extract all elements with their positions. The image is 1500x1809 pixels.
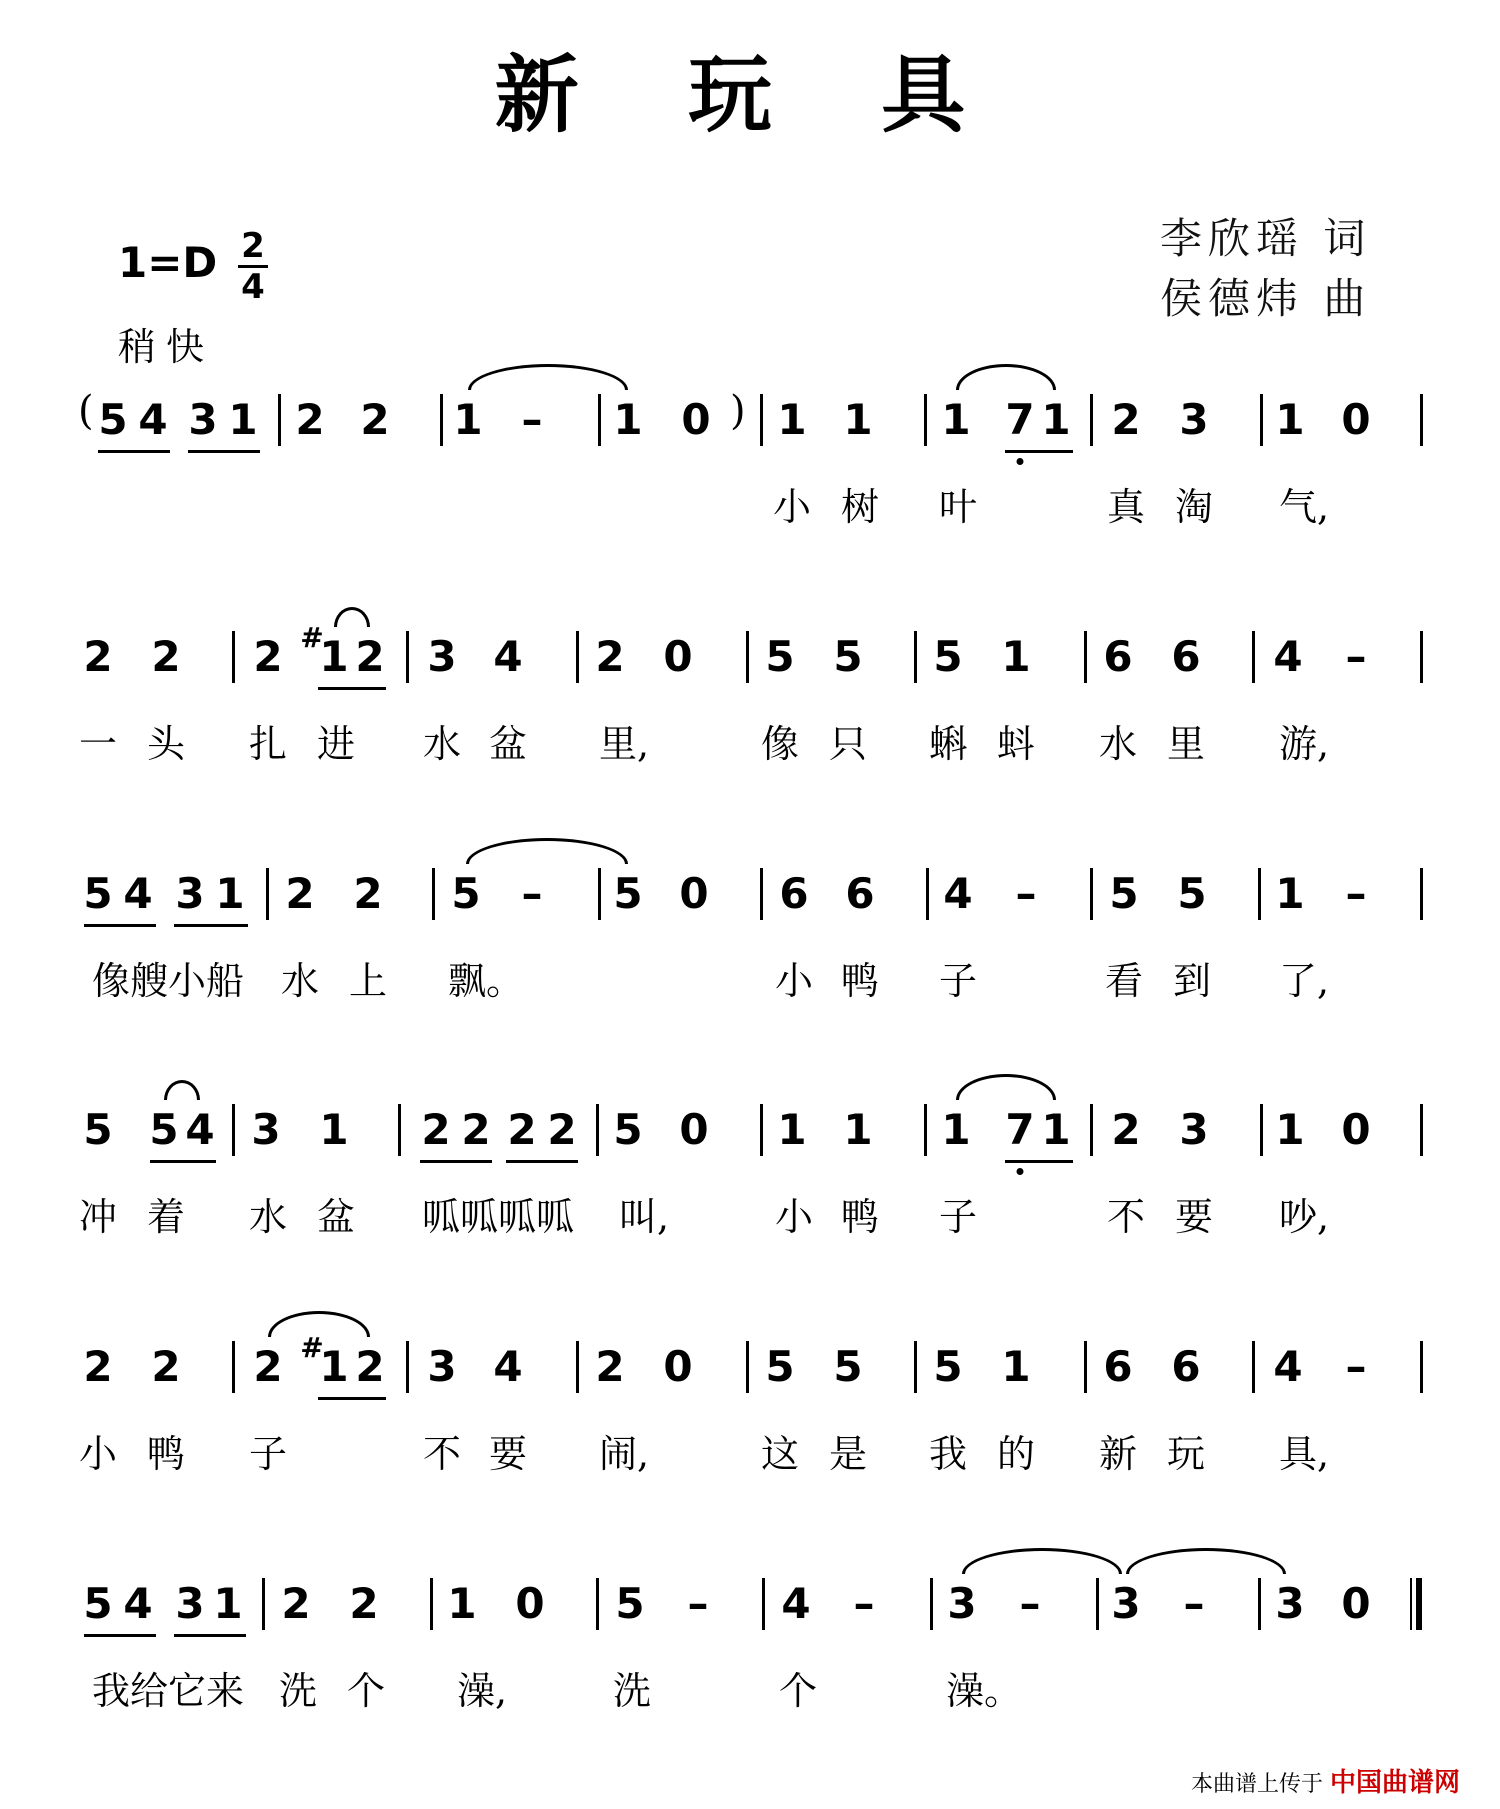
note: 4	[943, 869, 973, 918]
note: –	[1015, 869, 1037, 918]
close-paren: )	[730, 388, 746, 434]
lower-octave-dot	[1017, 458, 1024, 465]
note: 5	[833, 632, 863, 681]
note: 5	[83, 869, 113, 918]
barline	[1252, 631, 1255, 683]
note: 0	[679, 869, 709, 918]
note: 4	[1273, 632, 1303, 681]
note: 2	[507, 1105, 537, 1154]
underline	[318, 687, 386, 690]
lyric: 叫,	[618, 1195, 670, 1239]
note: 4	[1273, 1342, 1303, 1391]
note: 7	[1005, 395, 1035, 444]
lyric: 要	[488, 1432, 528, 1476]
barline	[1258, 868, 1261, 920]
barline	[926, 868, 929, 920]
lyric: 澡,	[456, 1669, 508, 1713]
note: 1	[777, 1105, 807, 1154]
barline	[760, 394, 763, 446]
underline	[98, 450, 170, 453]
lyric: 要	[1174, 1195, 1214, 1239]
barline	[1420, 394, 1423, 446]
note: 2	[151, 1342, 181, 1391]
note: 2	[547, 1105, 577, 1154]
note: 2	[83, 1342, 113, 1391]
lyric: 闹,	[598, 1432, 650, 1476]
note: 2	[285, 869, 315, 918]
note: 5	[615, 1579, 645, 1628]
lyric: 上	[348, 959, 388, 1003]
note: –	[1019, 1579, 1041, 1628]
barline	[1420, 1341, 1423, 1393]
lyric: 洗	[612, 1669, 652, 1713]
note: 5	[765, 632, 795, 681]
barline	[924, 394, 927, 446]
note: 1	[777, 395, 807, 444]
lyric: 只	[828, 722, 868, 766]
underline	[1005, 1160, 1073, 1163]
note: 4	[123, 1579, 153, 1628]
barline	[406, 1341, 409, 1393]
note: 5	[149, 1105, 179, 1154]
note: 3	[427, 1342, 457, 1391]
note: 6	[845, 869, 875, 918]
note: 1	[1275, 395, 1305, 444]
note: 1	[1001, 1342, 1031, 1391]
note: 5	[765, 1342, 795, 1391]
lyric: 个	[346, 1669, 386, 1713]
lyric: 气,	[1278, 485, 1330, 529]
note: 0	[1341, 1105, 1371, 1154]
tie	[956, 1074, 1056, 1100]
note: 2	[355, 1342, 385, 1391]
note: 6	[1103, 1342, 1133, 1391]
slur	[334, 607, 370, 627]
note: 5	[1109, 869, 1139, 918]
lyric: 子	[938, 959, 978, 1003]
note: 0	[663, 632, 693, 681]
lyric: 树	[840, 485, 880, 529]
sharp-accidental: #	[300, 621, 324, 654]
note: 1	[228, 395, 258, 444]
note: 2	[355, 632, 385, 681]
underline	[84, 1634, 156, 1637]
lyric: 叶	[938, 485, 978, 529]
barline	[924, 1104, 927, 1156]
lyric: 新	[1098, 1432, 1138, 1476]
note: 3	[188, 395, 218, 444]
score-system-4	[0, 1100, 1500, 1260]
underline	[84, 924, 156, 927]
barline	[576, 631, 579, 683]
note: 3	[175, 1579, 205, 1628]
barline	[598, 868, 601, 920]
lyric: 里	[1166, 722, 1206, 766]
lyric: 飘。	[447, 959, 525, 1003]
note: 3	[1179, 1105, 1209, 1154]
lyric: 水	[422, 722, 462, 766]
lyric: 呱呱呱呱	[421, 1195, 575, 1239]
barline	[398, 1104, 401, 1156]
barline	[1420, 631, 1423, 683]
underline	[174, 924, 248, 927]
lyric: 玩	[1166, 1432, 1206, 1476]
lower-octave-dot	[1017, 1168, 1024, 1175]
note: 6	[779, 869, 809, 918]
score-system-6	[0, 1574, 1500, 1734]
lyric: 盆	[488, 722, 528, 766]
barline	[596, 1578, 599, 1630]
note: 0	[663, 1342, 693, 1391]
lyric: 看	[1104, 959, 1144, 1003]
time-signature-bottom: 4	[241, 267, 265, 307]
tie	[956, 364, 1056, 390]
lyric: 进	[316, 722, 356, 766]
barline	[266, 868, 269, 920]
lyric: 真	[1106, 485, 1146, 529]
note: 5	[613, 1105, 643, 1154]
barline	[760, 868, 763, 920]
note: 2	[151, 632, 181, 681]
sharp-accidental: #	[300, 1331, 324, 1364]
lyric: 小	[772, 485, 812, 529]
lyric: 头	[146, 722, 186, 766]
lyric: 我给它来	[91, 1669, 245, 1713]
tie	[962, 1548, 1122, 1574]
lyric: 鸭	[146, 1432, 186, 1476]
note: –	[1183, 1579, 1205, 1628]
note: 1	[213, 1579, 243, 1628]
note: 7	[1005, 1105, 1035, 1154]
lyric: 盆	[316, 1195, 356, 1239]
note: 2	[253, 1342, 283, 1391]
note: 1	[1275, 869, 1305, 918]
note: –	[1345, 1342, 1367, 1391]
barline	[746, 1341, 749, 1393]
barline	[440, 394, 443, 446]
underline	[506, 1160, 578, 1163]
lyric: 里,	[598, 722, 650, 766]
note: 0	[1341, 1579, 1371, 1628]
note: 3	[175, 869, 205, 918]
lyric: 洗	[278, 1669, 318, 1713]
note: 3	[1111, 1579, 1141, 1628]
barline	[914, 631, 917, 683]
note: 1	[319, 1342, 349, 1391]
note: 2	[281, 1579, 311, 1628]
note: 3	[251, 1105, 281, 1154]
note: 3	[1179, 395, 1209, 444]
note: 2	[1111, 1105, 1141, 1154]
lyric: 蚪	[996, 722, 1036, 766]
lyric: 水	[1098, 722, 1138, 766]
lyric: 淘	[1174, 485, 1214, 529]
barline	[406, 631, 409, 683]
note: 1	[941, 1105, 971, 1154]
barline	[232, 631, 235, 683]
lyric: 鸭	[840, 1195, 880, 1239]
note: 1	[319, 1105, 349, 1154]
lyric: 不	[422, 1432, 462, 1476]
lyric: 子	[248, 1432, 288, 1476]
tie	[1126, 1548, 1286, 1574]
note: 1	[1275, 1105, 1305, 1154]
note: 0	[681, 395, 711, 444]
note: 2	[253, 632, 283, 681]
time-signature-top: 2	[241, 226, 265, 266]
note: 1	[447, 1579, 477, 1628]
lyric: 具,	[1278, 1432, 1330, 1476]
note: 1	[1001, 632, 1031, 681]
lyric: 这	[760, 1432, 800, 1476]
barline	[760, 1104, 763, 1156]
note: 4	[138, 395, 168, 444]
lyric: 一	[78, 722, 118, 766]
lyric: 水	[248, 1195, 288, 1239]
barline	[1420, 1104, 1423, 1156]
barline	[1084, 631, 1087, 683]
barline	[598, 394, 601, 446]
note: –	[521, 395, 543, 444]
barline	[1258, 1578, 1261, 1630]
lyric: 小	[774, 1195, 814, 1239]
barline	[232, 1104, 235, 1156]
barline	[576, 1341, 579, 1393]
note: 1	[1041, 395, 1071, 444]
note: 0	[515, 1579, 545, 1628]
lyric: 吵,	[1278, 1195, 1330, 1239]
barline	[1084, 1341, 1087, 1393]
note: 2	[461, 1105, 491, 1154]
lyric: 个	[778, 1669, 818, 1713]
note: 6	[1171, 632, 1201, 681]
note: 1	[319, 632, 349, 681]
note: 2	[421, 1105, 451, 1154]
slur	[164, 1080, 200, 1100]
underline	[420, 1160, 492, 1163]
note: 2	[595, 632, 625, 681]
lyric: 蝌	[928, 722, 968, 766]
note: 6	[1171, 1342, 1201, 1391]
note: 0	[1341, 395, 1371, 444]
tempo-marking: 稍快	[118, 325, 215, 369]
note: 4	[123, 869, 153, 918]
note: 5	[613, 869, 643, 918]
lyric: 鸭	[840, 959, 880, 1003]
underline	[188, 450, 260, 453]
lyric: 像	[760, 722, 800, 766]
note: 3	[1275, 1579, 1305, 1628]
note: –	[1345, 869, 1367, 918]
barline	[762, 1578, 765, 1630]
lyric: 到	[1172, 959, 1212, 1003]
composer-credit: 侯德炜 曲	[1160, 274, 1372, 323]
barline	[1090, 868, 1093, 920]
note: 2	[595, 1342, 625, 1391]
barline	[1252, 1341, 1255, 1393]
tie	[466, 838, 628, 864]
barline	[930, 1578, 933, 1630]
note: 5	[83, 1105, 113, 1154]
barline	[914, 1341, 917, 1393]
open-paren: (	[78, 388, 94, 434]
barline	[1096, 1578, 1099, 1630]
note: 2	[349, 1579, 379, 1628]
note: 1	[453, 395, 483, 444]
barline	[596, 1104, 599, 1156]
note: 5	[933, 632, 963, 681]
lyric: 游,	[1278, 722, 1330, 766]
barline	[432, 868, 435, 920]
footer-watermark	[1191, 1762, 1460, 1799]
note: –	[1345, 632, 1367, 681]
note: 4	[493, 1342, 523, 1391]
barline	[430, 1578, 433, 1630]
barline	[1260, 1104, 1263, 1156]
lyric: 了,	[1278, 959, 1330, 1003]
barline	[1260, 394, 1263, 446]
lyric: 扎	[248, 722, 288, 766]
note: 2	[83, 632, 113, 681]
note: 1	[613, 395, 643, 444]
note: 1	[1041, 1105, 1071, 1154]
footer-text: 本曲谱上传于	[1190, 1772, 1323, 1797]
lyric: 不	[1106, 1195, 1146, 1239]
score-system-1	[0, 390, 1500, 550]
score-system-2	[0, 621, 1500, 787]
note: –	[687, 1579, 709, 1628]
note: 1	[843, 395, 873, 444]
note: 5	[1177, 869, 1207, 918]
lyric: 着	[146, 1195, 186, 1239]
note: 1	[941, 395, 971, 444]
lyric: 冲	[78, 1195, 118, 1239]
lyric: 子	[938, 1195, 978, 1239]
note: 5	[98, 395, 128, 444]
score-system-3	[0, 864, 1500, 1024]
note: 4	[781, 1579, 811, 1628]
barline	[262, 1578, 265, 1630]
key-signature: 1=D	[118, 238, 218, 287]
note: 4	[493, 632, 523, 681]
barline	[1090, 394, 1093, 446]
underline	[150, 1160, 216, 1163]
time-signature	[238, 228, 268, 305]
note: 2	[360, 395, 390, 444]
note: 5	[833, 1342, 863, 1391]
underline	[318, 1397, 386, 1400]
underline	[174, 1634, 246, 1637]
note: 6	[1103, 632, 1133, 681]
barline	[1090, 1104, 1093, 1156]
lyric: 我	[928, 1432, 968, 1476]
lyric: 像艘小船	[91, 959, 245, 1003]
lyric: 小	[78, 1432, 118, 1476]
note: 1	[215, 869, 245, 918]
barline	[1420, 868, 1423, 920]
score-system-5	[0, 1331, 1500, 1497]
page-title: 新 玩 具	[494, 45, 1006, 144]
tie	[268, 1311, 370, 1337]
note: –	[853, 1579, 875, 1628]
final-barline	[1410, 1578, 1420, 1630]
lyric: 水	[280, 959, 320, 1003]
lyric: 澡。	[945, 1669, 1023, 1713]
tie	[468, 364, 628, 390]
lyric: 的	[996, 1432, 1036, 1476]
underline	[1005, 450, 1073, 453]
note: 5	[933, 1342, 963, 1391]
note: 3	[427, 632, 457, 681]
lyric: 小	[774, 959, 814, 1003]
barline	[278, 394, 281, 446]
site-brand-logo[interactable]: 中国曲谱网	[1329, 1768, 1460, 1798]
lyric: 是	[828, 1432, 868, 1476]
note: 4	[185, 1105, 215, 1154]
note: 2	[1111, 395, 1141, 444]
barline	[746, 631, 749, 683]
note: 0	[679, 1105, 709, 1154]
note: 2	[295, 395, 325, 444]
note: 5	[83, 1579, 113, 1628]
note: –	[521, 869, 543, 918]
barline	[232, 1341, 235, 1393]
note: 2	[353, 869, 383, 918]
note: 1	[843, 1105, 873, 1154]
note: 3	[947, 1579, 977, 1628]
note: 5	[451, 869, 481, 918]
lyricist-credit: 李欣瑶 词	[1160, 214, 1372, 263]
